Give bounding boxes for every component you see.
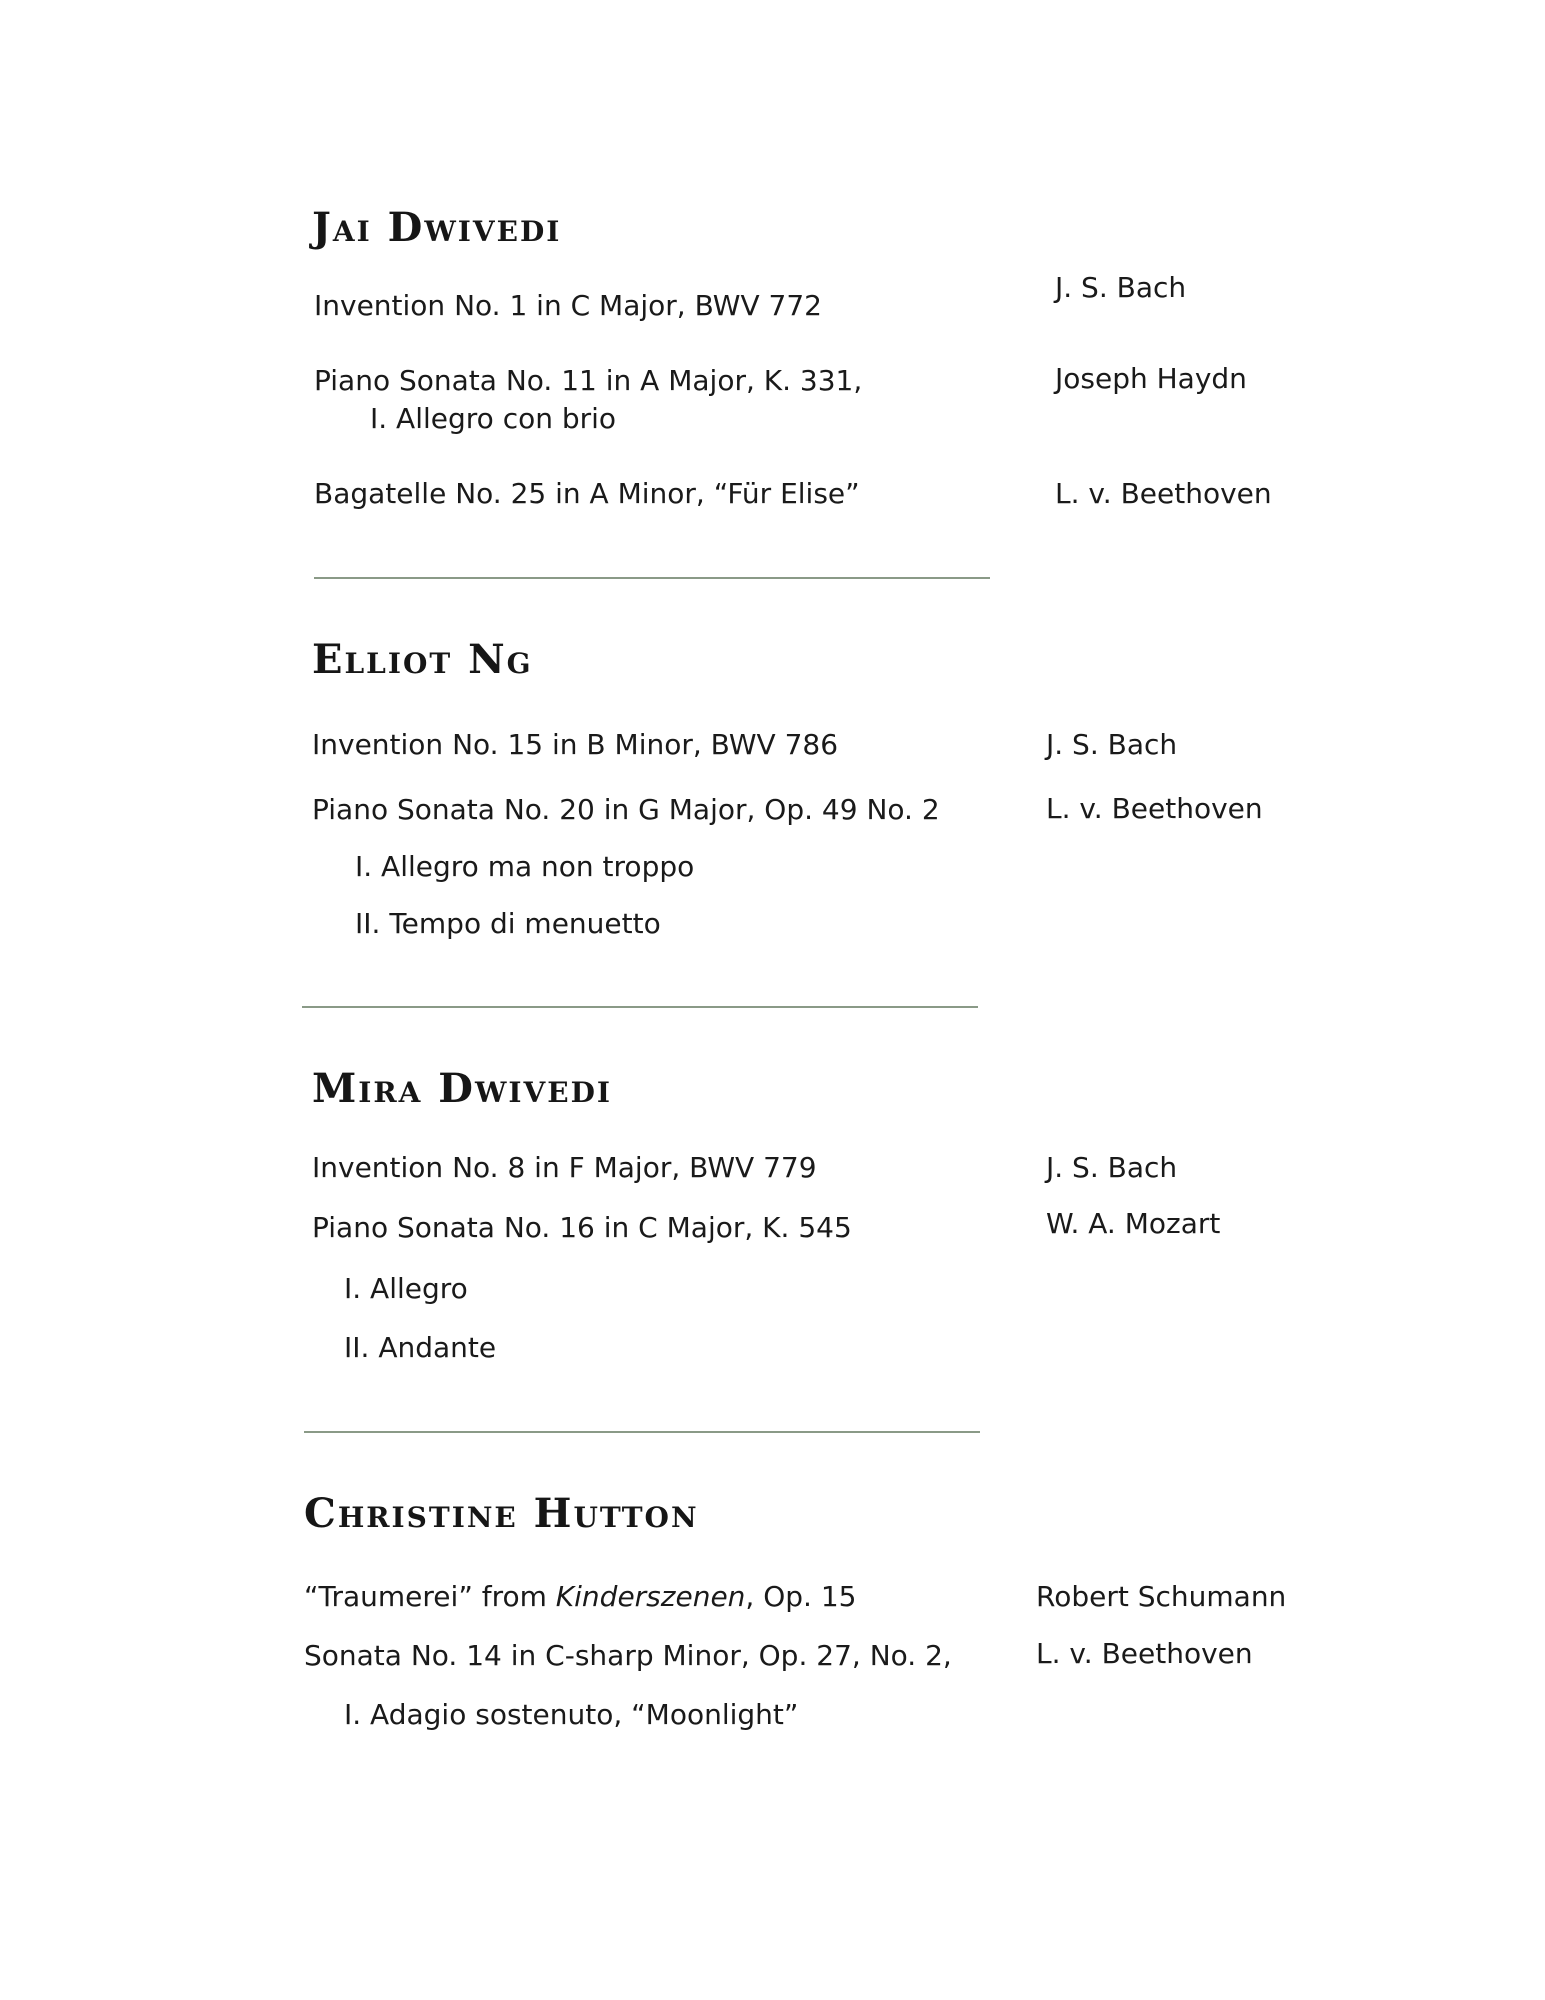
piece-title-prefix: “Traumerei” from bbox=[304, 1580, 556, 1613]
section-divider bbox=[304, 1431, 980, 1433]
composer-name: J. S. Bach bbox=[1046, 728, 1178, 761]
movement-title: I. Allegro ma non troppo bbox=[355, 850, 695, 883]
piece-title-italic: Kinderszenen bbox=[555, 1580, 746, 1613]
composer-name: L. v. Beethoven bbox=[1036, 1637, 1253, 1670]
movement-title: II. Tempo di menuetto bbox=[355, 907, 661, 940]
composer-name: Robert Schumann bbox=[1036, 1580, 1287, 1613]
composer-name: J. S. Bach bbox=[1046, 1151, 1178, 1184]
composer-name: W. A. Mozart bbox=[1046, 1207, 1221, 1240]
performer-name: Jai Dwivedi bbox=[312, 204, 562, 251]
piece-title bbox=[304, 1580, 856, 1614]
performer-name: Elliot Ng bbox=[312, 636, 533, 683]
composer-name: J. S. Bach bbox=[1055, 271, 1187, 304]
performer-name: Mira Dwivedi bbox=[312, 1065, 612, 1112]
composer-name: L. v. Beethoven bbox=[1055, 477, 1272, 510]
movement-title: I. Allegro con brio bbox=[370, 402, 617, 435]
movement-title: I. Allegro bbox=[344, 1272, 468, 1305]
piece-title: Invention No. 15 in B Minor, BWV 786 bbox=[312, 728, 839, 761]
movement-title: I. Adagio sostenuto, “Moonlight” bbox=[344, 1698, 799, 1731]
piece-title: Sonata No. 14 in C-sharp Minor, Op. 27, No. 2, bbox=[304, 1639, 952, 1672]
piece-title: Invention No. 1 in C Major, BWV 772 bbox=[314, 289, 822, 322]
composer-name: L. v. Beethoven bbox=[1046, 792, 1263, 825]
movement-title: II. Andante bbox=[344, 1331, 497, 1364]
performer-name: Christine Hutton bbox=[304, 1490, 699, 1537]
section-divider bbox=[302, 1006, 978, 1008]
piece-title: Invention No. 8 in F Major, BWV 779 bbox=[312, 1151, 817, 1184]
piece-title: Bagatelle No. 25 in A Minor, “Für Elise” bbox=[314, 477, 860, 510]
piece-title: Piano Sonata No. 16 in C Major, K. 545 bbox=[312, 1211, 852, 1244]
piece-title: Piano Sonata No. 11 in A Major, K. 331, bbox=[314, 364, 863, 397]
composer-name: Joseph Haydn bbox=[1055, 362, 1247, 395]
section-divider bbox=[314, 577, 990, 579]
piece-title: Piano Sonata No. 20 in G Major, Op. 49 No. 2 bbox=[312, 793, 940, 826]
piece-title-suffix: , Op. 15 bbox=[745, 1580, 857, 1613]
